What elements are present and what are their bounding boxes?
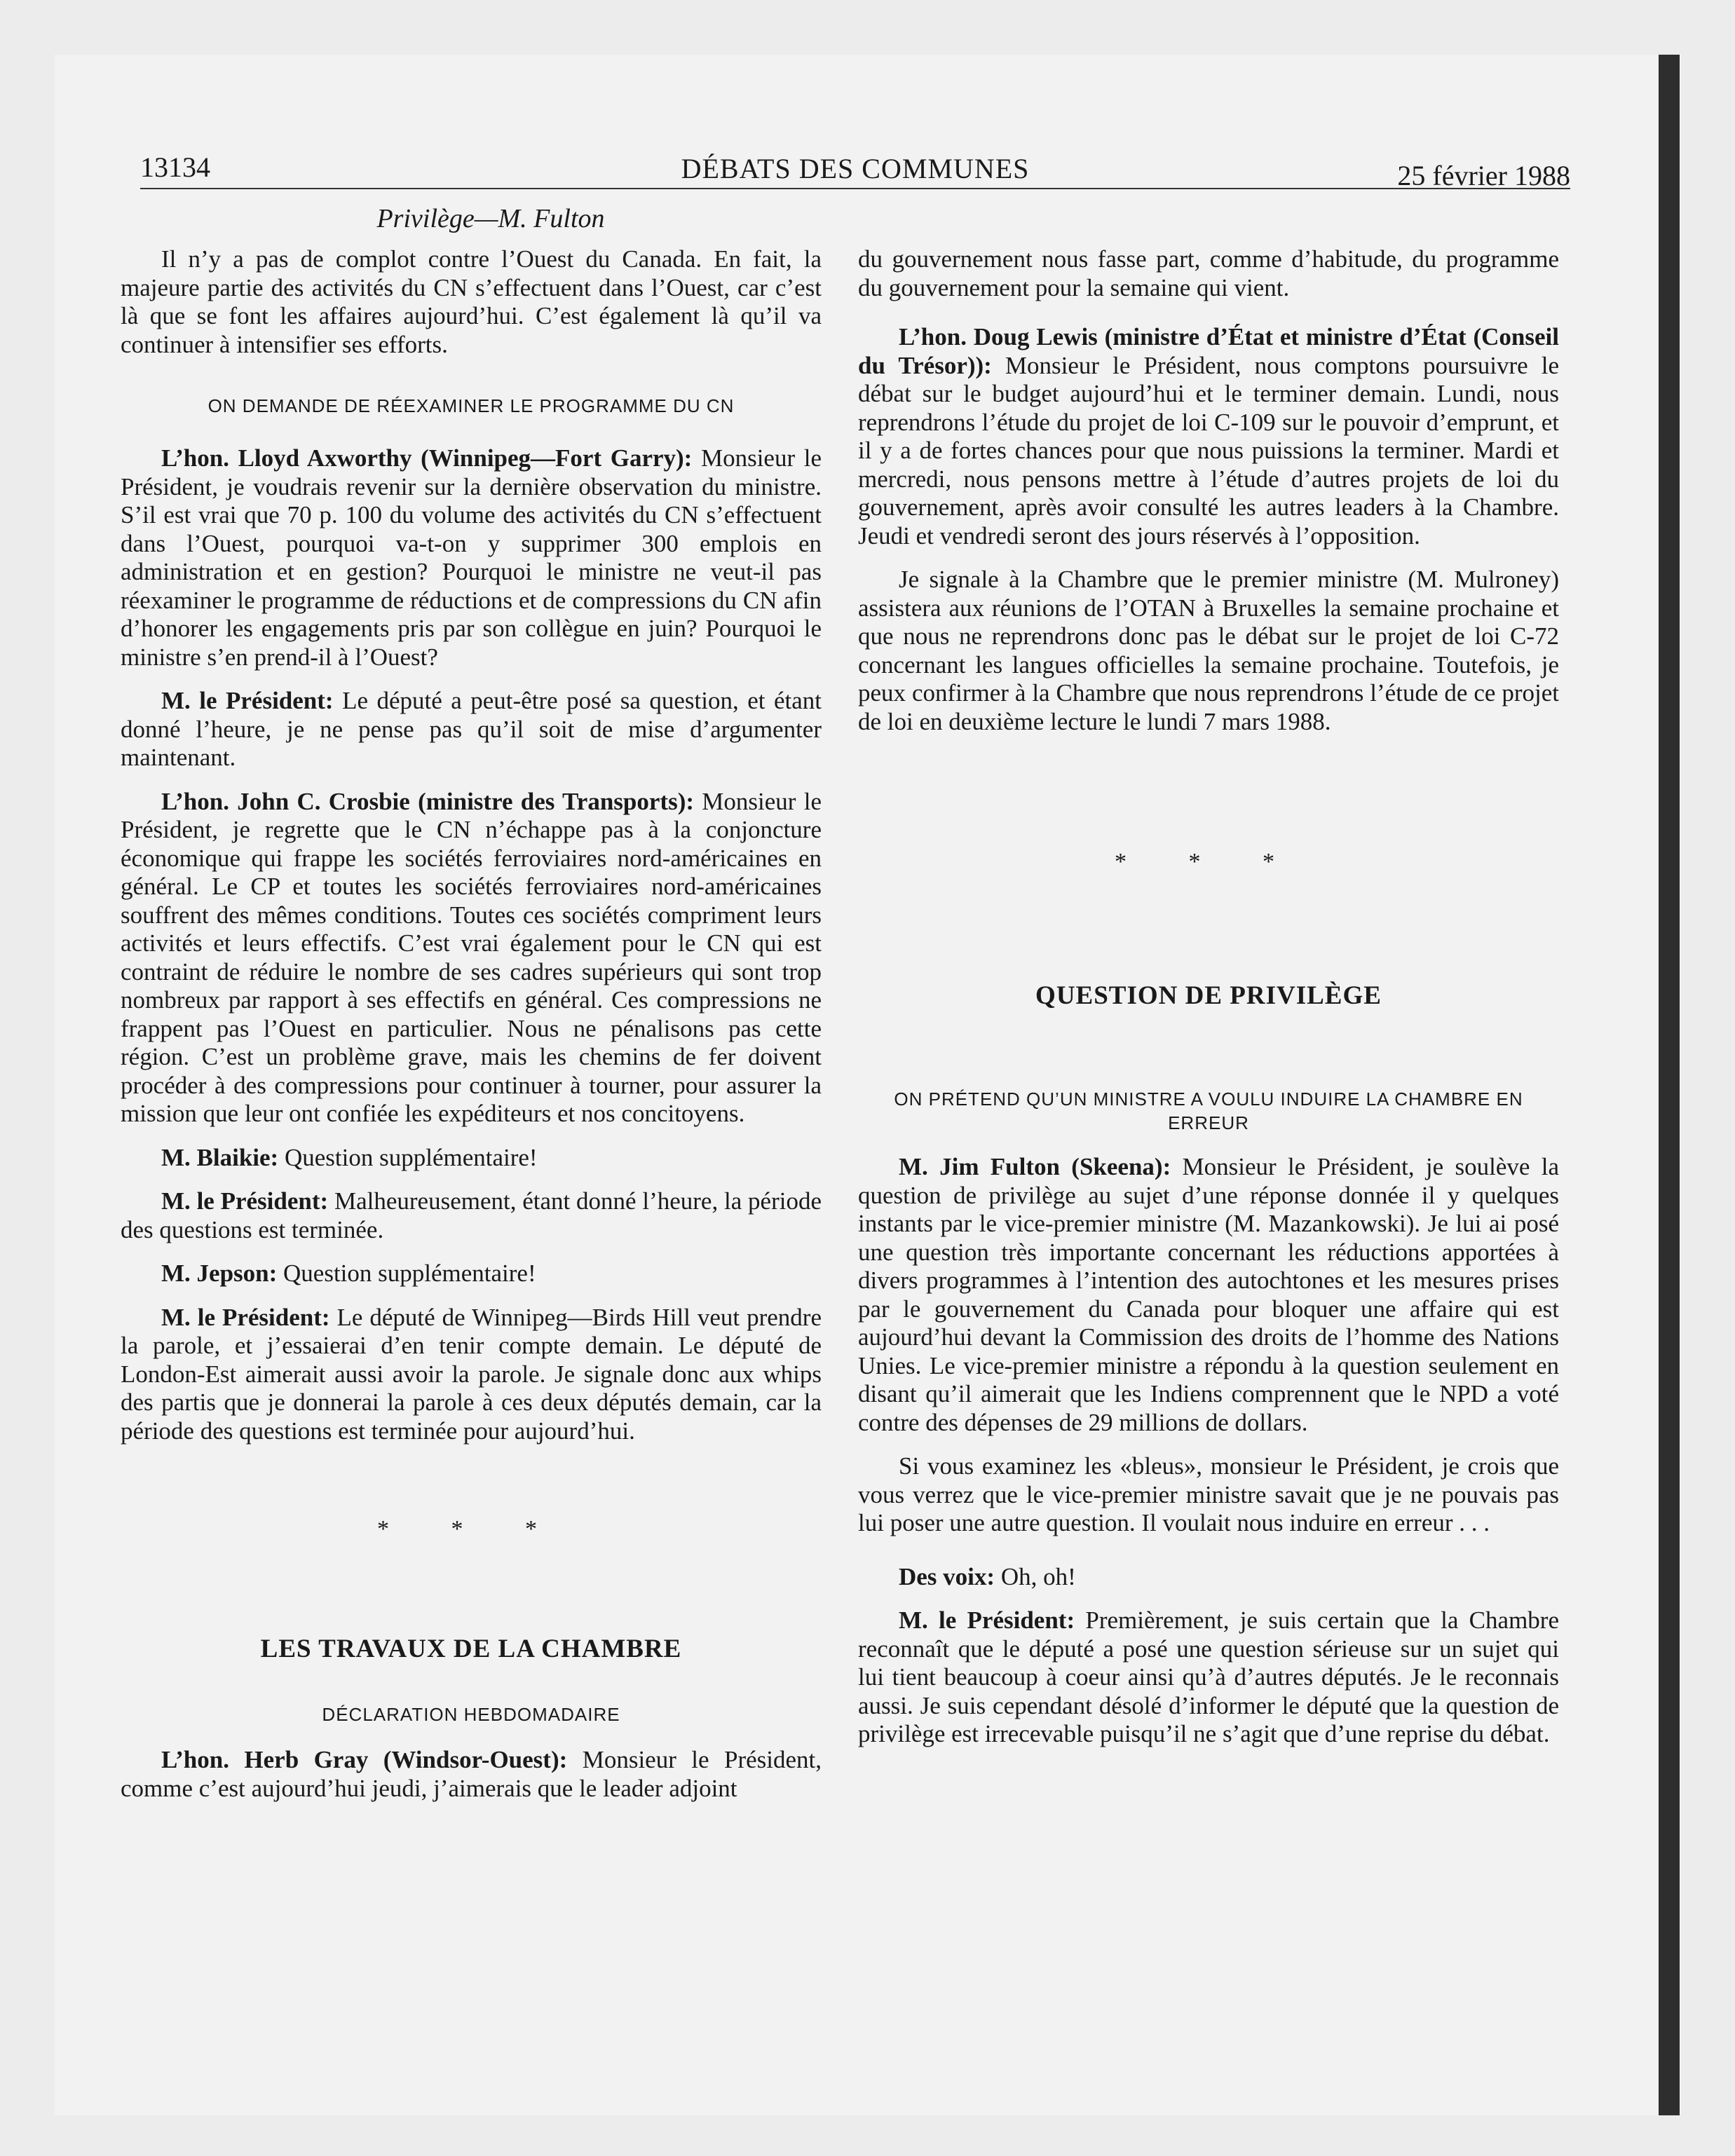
speech [858,1153,1559,1437]
speaker-name: M. le Président: [899,1606,1075,1634]
speaker-name: M. Blaikie: [161,1143,279,1171]
speech-text: Le député a peut-être posé sa question, et étant donné l’heure, je ne pense pas qu’il soit de mise d’argumenter maintenant. [121,687,822,771]
section-title: QUESTION DE PRIVILÈGE [1035,981,1382,1010]
section-separator: * * * [377,1516,565,1542]
speech-text: Oh, oh! [995,1562,1076,1590]
speech [121,1144,822,1173]
subheading: ON PRÉTEND QU’UN MINISTRE A VOULU INDUIRE LA CHAMBRE EN ERREUR [894,1089,1523,1133]
page-date: 25 février 1988 [1397,160,1570,191]
speaker-name: M. Jepson: [161,1260,278,1287]
speech-text: Le député de Winnipeg—Birds Hill veut prendre la parole, et j’essaierai d’en tenir compte demain. Le député de London-Est aimerait aussi avoir la parole. Je signale donc aux whips des partis que je donnerai la parole à ces deux députés demain, car la période des questions est terminée pour aujourd’hui. [121,1303,822,1445]
speech [858,1563,1559,1592]
speaker-name: Des voix: [899,1562,995,1590]
speech-text: Monsieur le Président, comme c’est aujourd’hui jeudi, j’aimerais que le leader adjoint [121,1746,822,1802]
speaker-name: M. le Président: [161,1303,330,1331]
speech [121,1746,822,1803]
subheading: DÉCLARATION HEBDOMADAIRE [322,1704,620,1725]
scan-edge-bar [1659,55,1680,2115]
paragraph: Je signale à la Chambre que le premier ministre (M. Mulroney) assistera aux réunions de l’OTAN à Bruxelles la semaine prochaine et que nous ne reprendrons donc pas le débat sur le projet de loi C-72 concernant les langues officielles la semaine prochaine. Toutefois, je peux confirmer à la Chambre que nous reprendrons l’étude de ce projet de loi en deuxième lecture le lundi 7 mars 1988. [858,566,1559,735]
speech-text: Monsieur le Président, je soulève la question de privilège au sujet d’une réponse donnée il y quelques instants par le vice-premier ministre (M. Mazankowski). Je lui ai posé une question très importante concernant les réductions apportées à divers programmes à l’intention des autochtones et les mesures prises par le gouvernement du Canada pour bloquer une affaire qui est aujourd’hui devant la Commission des droits de l’homme des Nations Unies. Le vice-premier ministre a répondu à la question seulement en disant qu’il aimerait que les Indiens comprennent que le NPD a voté contre des dépenses de 29 millions de dollars. [858,1153,1559,1436]
speech-text: Question supplémentaire! [277,1260,536,1287]
subheading: ON DEMANDE DE RÉEXAMINER LE PROGRAMME DU CN [207,395,735,416]
page-number: 13134 [140,151,210,183]
section-title: LES TRAVAUX DE LA CHAMBRE [260,1634,682,1663]
speech [121,1187,822,1244]
speech-text: Monsieur le Président, nous comptons poursuivre le débat sur le budget aujourd’hui et le terminer demain. Lundi, nous reprendrons l’étude du projet de loi C-109 sur le pouvoir d’emprunt, et il y a de fortes chances pour que nous puissions la terminer. Mardi et mercredi, nous pensons mettre à l’étude d’autres projets de loi du gouvernement, après avoir consulté les autres leaders à la Chambre. Jeudi et vendredi seront des jours réservés à l’opposition. [858,351,1559,550]
speech [121,444,822,671]
speech-text: Monsieur le Président, je voudrais revenir sur la dernière observation du ministre. S’il est vrai que 70 p. 100 du volume des activités du CN s’effectuent dans l’Ouest, pourquoi va-t-on y supprimer 300 emplois en administration et en gestion? Pourquoi le ministre ne veut-il pas réexaminer le programme de réductions et de compressions du CN afin d’honorer les engagements pris par son collègue en juin? Pourquoi le ministre s’en prend-il à l’Ouest? [121,444,822,671]
speech [121,1304,822,1446]
paragraph: du gouvernement nous fasse part, comme d’habitude, du programme du gouvernement pour la semaine qui vient. [858,245,1559,301]
speaker-name: L’hon. Doug Lewis (ministre d’État et ministre d’État (Conseil du Trésor)): [858,323,1559,379]
speech [121,687,822,772]
speaker-name: M. le Président: [161,687,334,714]
section-separator: * * * [1115,849,1302,875]
speech [858,323,1559,550]
speaker-name: L’hon. John C. Crosbie (ministre des Transports): [161,787,695,815]
speech-text: Monsieur le Président, je regrette que le CN n’échappe pas à la conjoncture économique qui frappe les sociétés ferroviaires nord-américaines en général. Le CP et toutes les sociétés ferroviaires nord-américaines souffrent des mêmes conditions. Toutes ces sociétés compriment leurs activités et leurs effectifs. C’est vrai également pour le CN qui est contraint de réduire le nombre de ses cadres supérieurs qui sont trop nombreux par rapport à ses effectifs en général. Ces compressions ne frappent pas l’Ouest en particulier. Nous ne pénalisons pas cette région. C’est un problème grave, mais les chemins de fer doivent procéder à des compressions pour continuer à tourner, pour assurer la mission que leur ont confiée les expéditeurs et nos concitoyens. [121,787,822,1127]
speech-text: Premièrement, je suis certain que la Chambre reconnaît que le député a posé une question sérieuse sur un sujet qui lui tient beaucoup à coeur ainsi qu’à d’autres députés. Je le reconnais aussi. Je suis cependant désolé d’informer le député que la question de privilège est irrecevable puisqu’il ne s’agit que d’une reprise du débat. [858,1606,1559,1747]
speech [121,1260,822,1288]
speaker-name: M. le Président: [161,1187,329,1215]
speech-text: Question supplémentaire! [278,1143,538,1171]
right-column [858,245,1559,1764]
speaker-name: M. Jim Fulton (Skeena): [899,1153,1171,1180]
paragraph: Si vous examinez les «bleus», monsieur le Président, je crois que vous verrez que le vice-premier ministre savait que je ne pouvais pas lui poser une autre question. Il voulait nous induire en erreur . . . [858,1452,1559,1536]
running-head: Privilège—M. Fulton [376,204,605,233]
speech [121,788,822,1128]
publication-title: DÉBATS DES COMMUNES [681,153,1030,184]
left-column [121,245,822,1818]
speech-text: Malheureusement, étant donné l’heure, la période des questions est terminée. [121,1187,822,1243]
speaker-name: L’hon. Herb Gray (Windsor-Ouest): [161,1746,568,1773]
page-header [140,149,1570,189]
speech [858,1606,1559,1749]
speaker-name: L’hon. Lloyd Axworthy (Winnipeg—Fort Garry): [161,444,693,472]
paragraph: Il n’y a pas de complot contre l’Ouest du Canada. En fait, la majeure partie des activités du CN s’effectuent dans l’Ouest, car c’est là que se font les affaires aujourd’hui. C’est également là qu’il va continuer à intensifier ses efforts. [121,245,822,358]
